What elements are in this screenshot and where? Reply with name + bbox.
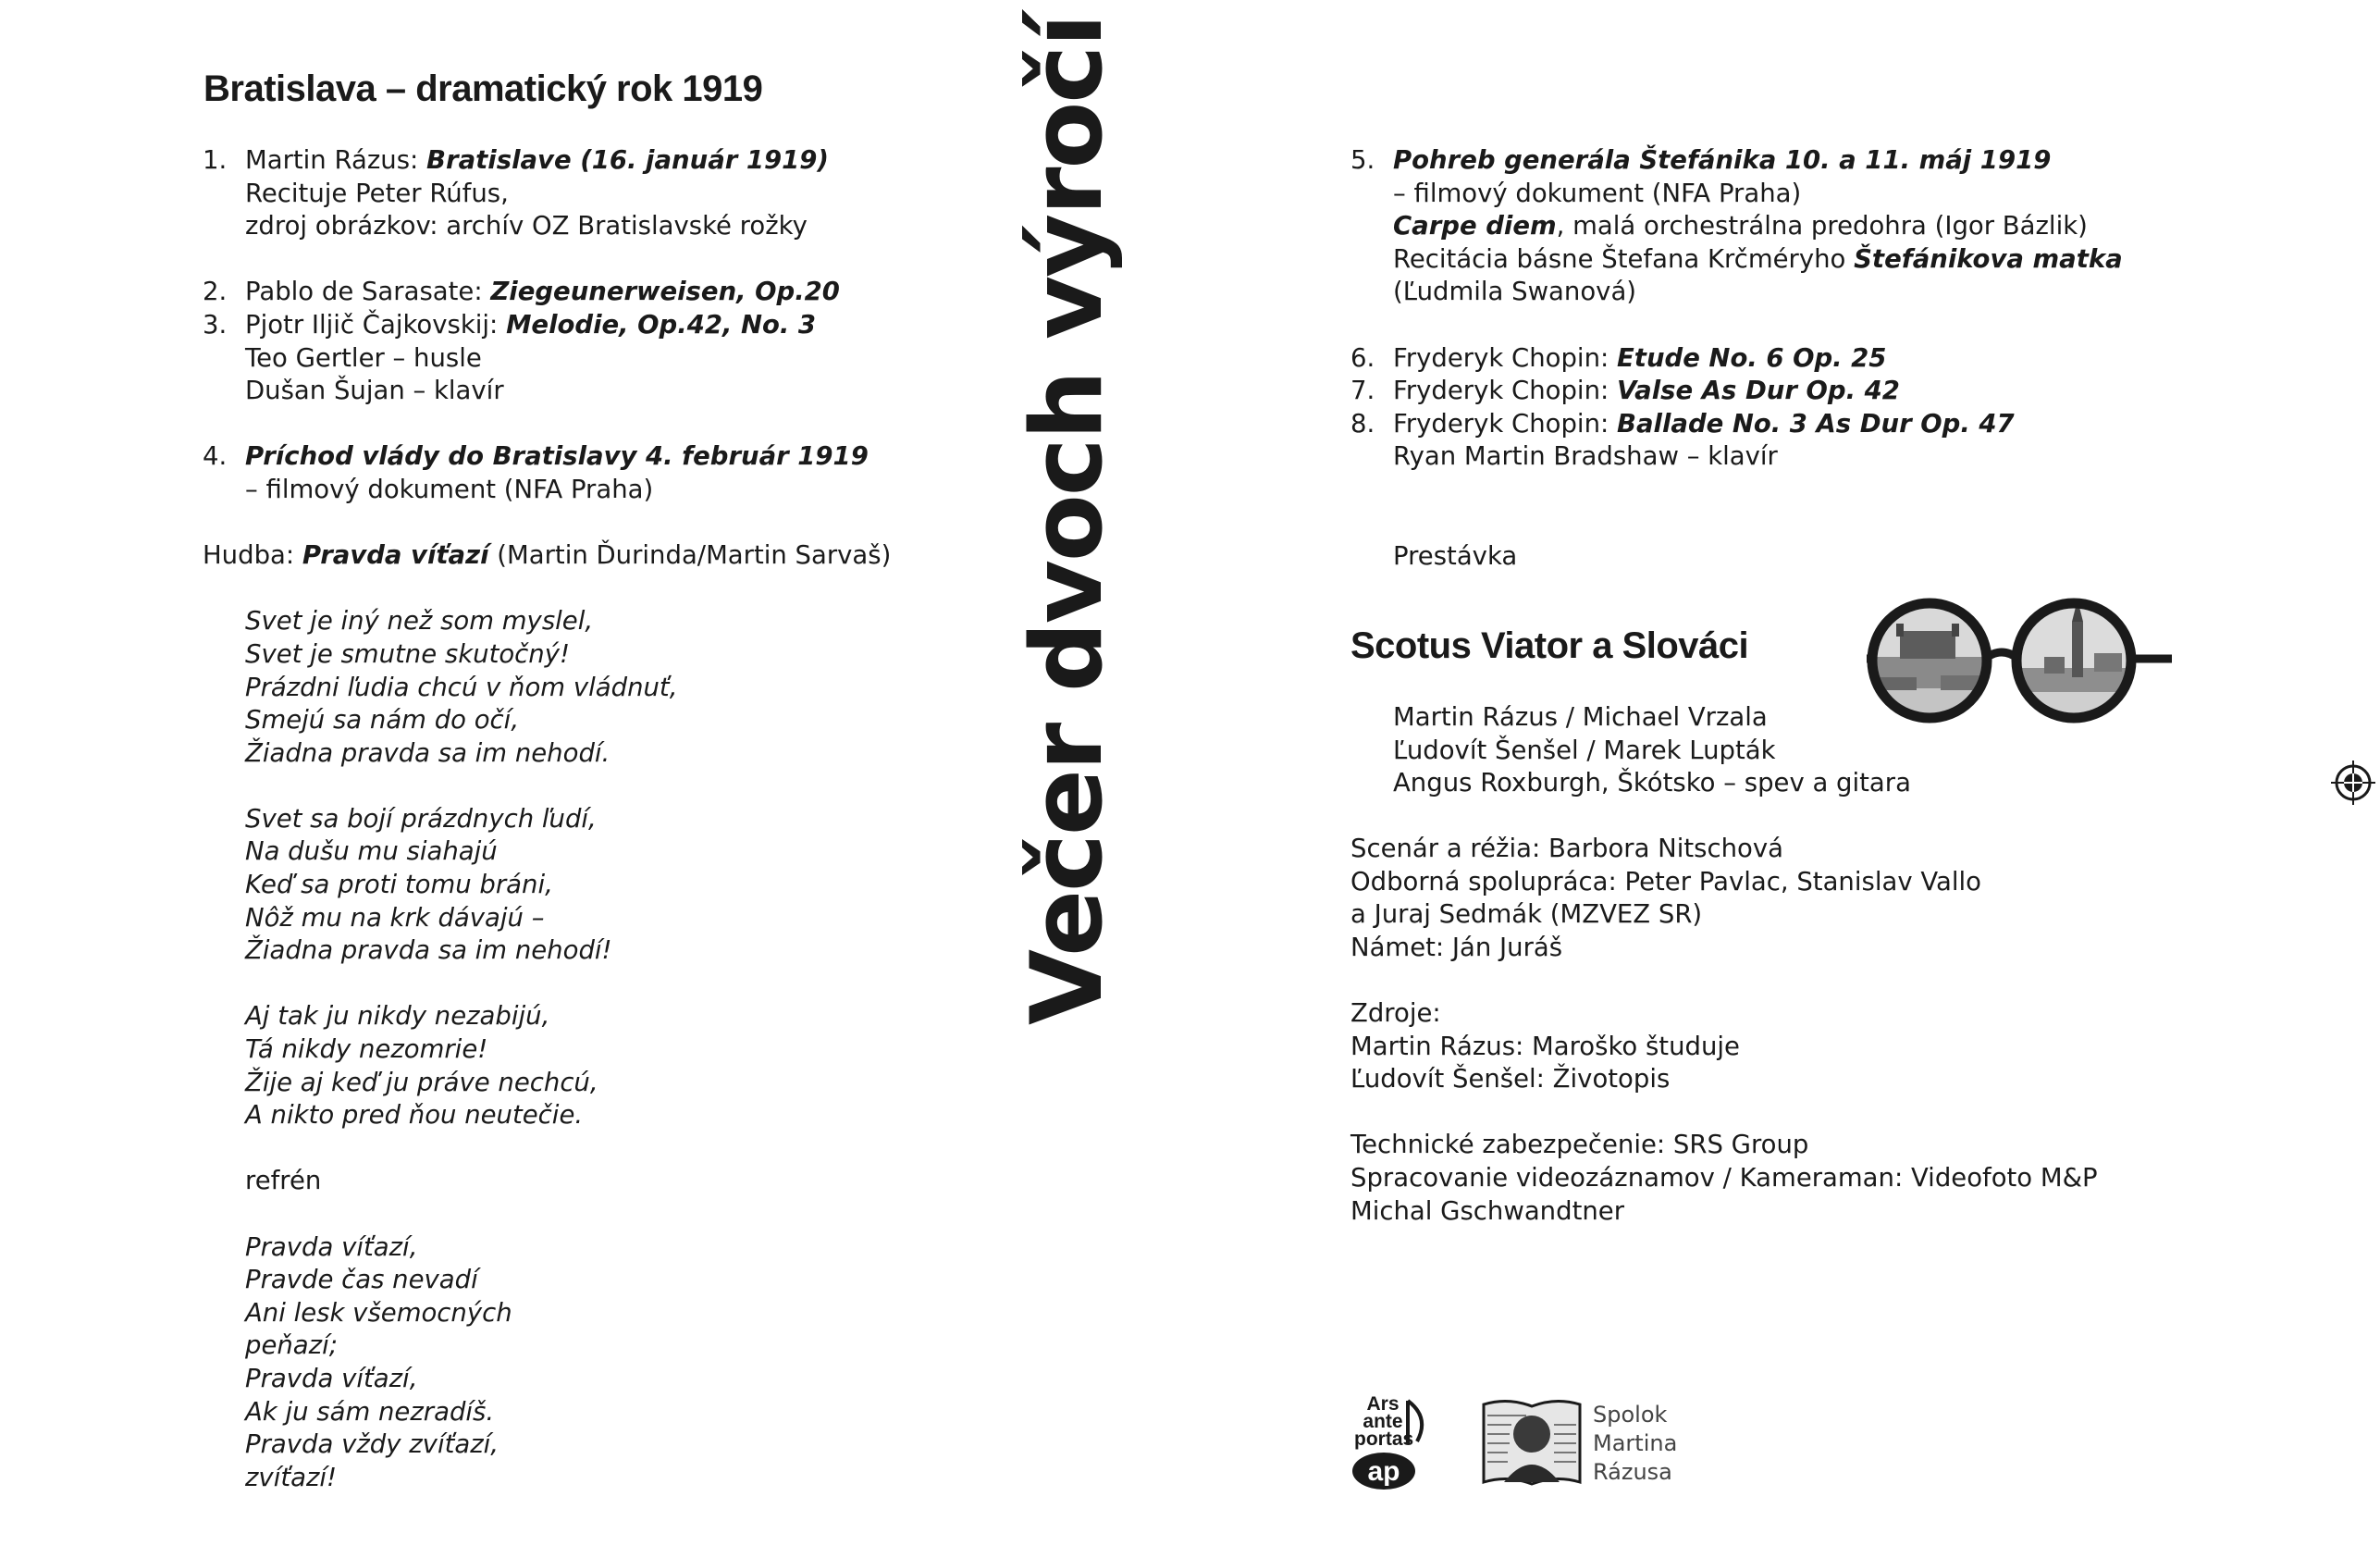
lyric-line: Smejú sa nám do očí, bbox=[245, 705, 520, 736]
credit-line: Odborná spolupráca: Peter Pavlac, Stanislav Vallo bbox=[1350, 866, 1981, 896]
item-title: Etude No. 6 Op. 25 bbox=[1617, 342, 1887, 373]
item-number: 1. bbox=[203, 145, 228, 175]
item-detail: – filmový dokument (NFA Praha) bbox=[245, 474, 654, 504]
credit-line: Námet: Ján Juráš bbox=[1350, 932, 1563, 962]
ars-ante-portas-logo bbox=[1349, 1395, 1441, 1493]
item-title: Ballade No. 3 As Dur Op. 47 bbox=[1617, 408, 2015, 439]
item-detail bbox=[1350, 210, 2183, 243]
list-item bbox=[203, 309, 1035, 342]
lyric-line: zvíťazí! bbox=[245, 1462, 338, 1492]
item-detail bbox=[1350, 243, 2183, 277]
list-item bbox=[1350, 408, 2183, 441]
item-detail: (Ľudmila Swanová) bbox=[1393, 277, 1637, 307]
sources-line: Ľudovít Šenšel: Životopis bbox=[1350, 1064, 1671, 1094]
item-author: Pjotr Iljič Čajkovskij: bbox=[245, 309, 507, 340]
lyric-line: Žiadna pravda sa im nehodí! bbox=[245, 935, 612, 966]
item-number: 2. bbox=[203, 277, 228, 307]
item-title: Pohreb generála Štefánika 10. a 11. máj 1919 bbox=[1393, 145, 2052, 175]
lyric-line: A nikto pred ňou neutečie. bbox=[245, 1100, 584, 1131]
music-authors: (Martin Ďurinda/Martin Sarvaš) bbox=[488, 540, 892, 571]
credit-line: a Juraj Sedmák (MZVEZ SR) bbox=[1350, 899, 1703, 930]
lyric-line: Keď sa proti tomu bráni, bbox=[245, 870, 553, 900]
item-title: Melodie, Op.42, No. 3 bbox=[506, 309, 817, 340]
item-detail: – filmový dokument (NFA Praha) bbox=[1393, 178, 1802, 208]
spolok-logo bbox=[1480, 1397, 1702, 1493]
performer: Ryan Martin Bradshaw – klavír bbox=[1393, 441, 1778, 472]
carpe-detail: , malá orchestrálna predohra (Igor Bázlik) bbox=[1556, 211, 2088, 241]
credits-block bbox=[1350, 833, 2098, 1228]
item-author: Pablo de Sarasate: bbox=[245, 277, 491, 307]
left-heading: Bratislava – dramatický rok 1919 bbox=[203, 68, 763, 109]
music-title: Pravda víťazí bbox=[302, 540, 489, 571]
credit-line: Scenár a réžia: Barbora Nitschová bbox=[1350, 834, 1783, 863]
lyric-line: Aj tak ju nikdy nezabijú, bbox=[245, 1001, 550, 1032]
lyric-line: Tá nikdy nezomrie! bbox=[245, 1034, 488, 1065]
lyric-line: Pravda víťazí, bbox=[245, 1231, 418, 1262]
lyric-line: Pravde čas nevadí bbox=[245, 1265, 478, 1295]
sources-line: Zdroje: bbox=[1350, 997, 1441, 1028]
item-author: Martin Rázus: bbox=[245, 145, 427, 175]
poem-title: Štefánikova matka bbox=[1854, 243, 2123, 274]
logo-word: portas bbox=[1354, 1428, 1414, 1450]
cast-line: Angus Roxburgh, Škótsko – spev a gitara bbox=[1393, 768, 1911, 798]
refrain-label: refrén bbox=[245, 1166, 322, 1196]
sources-line: Martin Rázus: Maroško študuje bbox=[1350, 1031, 1740, 1061]
list-item bbox=[1350, 144, 2183, 178]
item-number: 4. bbox=[203, 441, 228, 472]
logo-mark: ap bbox=[1367, 1456, 1400, 1487]
lyric-line: Na dušu mu siahajú bbox=[245, 836, 498, 867]
lyric-line: Žiadna pravda sa im nehodí. bbox=[245, 737, 610, 768]
tech-line: Michal Gschwandtner bbox=[1350, 1195, 1625, 1226]
logo-word: Spolok bbox=[1593, 1402, 1668, 1428]
tech-line: Technické zabezpečenie: SRS Group bbox=[1350, 1130, 1809, 1160]
cast-block bbox=[1393, 701, 1911, 800]
music-label: Hudba: bbox=[203, 540, 302, 571]
item-title: Valse As Dur Op. 42 bbox=[1617, 376, 1900, 406]
item-number: 7. bbox=[1350, 376, 1375, 406]
list-item bbox=[203, 276, 1035, 309]
lyric-line: Ani lesk všemocných bbox=[245, 1297, 512, 1328]
vertical-title: Večer dvoch výročí bbox=[1010, 15, 1124, 1025]
item-detail: Recituje Peter Rúfus, bbox=[245, 178, 509, 208]
item-title: Príchod vlády do Bratislavy 4. február 1919 bbox=[245, 441, 869, 472]
lyric-line: Svet je smutne skutočný! bbox=[245, 638, 571, 669]
lyric-line: Ak ju sám nezradíš. bbox=[245, 1396, 495, 1427]
right-heading: Scotus Viator a Slováci bbox=[1350, 625, 1749, 666]
item-detail: Teo Gertler – husle bbox=[245, 342, 482, 373]
lyric-line: Svet sa bojí prázdnych ľudí, bbox=[245, 803, 597, 834]
music-line bbox=[203, 539, 1035, 573]
cast-line: Ľudovít Šenšel / Marek Lupták bbox=[1393, 735, 1776, 765]
item-number: 5. bbox=[1350, 145, 1375, 175]
item-detail: Dušan Šujan – klavír bbox=[245, 376, 504, 406]
item-number: 6. bbox=[1350, 342, 1375, 373]
program-list-right bbox=[1350, 144, 2183, 573]
item-title: Ziegeunerweisen, Op.20 bbox=[490, 277, 840, 307]
item-author: Fryderyk Chopin: bbox=[1393, 408, 1618, 439]
item-author: Fryderyk Chopin: bbox=[1393, 376, 1618, 406]
cast-line: Martin Rázus / Michael Vrzala bbox=[1393, 702, 1768, 732]
lyric-line: Pravda víťazí, bbox=[245, 1363, 418, 1393]
registration-mark-icon bbox=[2331, 760, 2375, 805]
intermission-label: Prestávka bbox=[1393, 540, 1518, 571]
item-detail: zdroj obrázkov: archív OZ Bratislavské rožky bbox=[245, 211, 808, 241]
recitation-label: Recitácia básne Štefana Krčméryho bbox=[1393, 243, 1855, 274]
item-number: 3. bbox=[203, 309, 228, 340]
list-item bbox=[1350, 375, 2183, 408]
logo-word: Martina bbox=[1593, 1430, 1678, 1456]
carpe-title: Carpe diem bbox=[1393, 211, 1557, 241]
lyric-line: Žije aj keď ju práve nechcú, bbox=[245, 1067, 598, 1097]
item-author: Fryderyk Chopin: bbox=[1393, 342, 1618, 373]
lyric-line: Prázdni ľudia chcú v ňom vládnuť, bbox=[245, 672, 678, 702]
list-item bbox=[203, 440, 1035, 474]
item-number: 8. bbox=[1350, 408, 1375, 439]
song-lyrics bbox=[203, 605, 1035, 1494]
list-item bbox=[203, 144, 1035, 178]
lyric-line: Pravda vždy zvíťazí, bbox=[245, 1429, 499, 1460]
logo-word: Rázusa bbox=[1593, 1459, 1672, 1485]
tech-line: Spracovanie videozáznamov / Kameraman: Videofoto M&P bbox=[1350, 1162, 2098, 1193]
list-item bbox=[1350, 342, 2183, 376]
logo-word: ante bbox=[1363, 1411, 1403, 1432]
item-title: Bratislave (16. január 1919) bbox=[426, 145, 829, 175]
logo-word: Ars bbox=[1366, 1393, 1400, 1415]
lyric-line: Nôž mu na krk dávajú – bbox=[245, 902, 545, 933]
program-list-left bbox=[203, 144, 1035, 1494]
lyric-line: peňazí; bbox=[245, 1330, 338, 1361]
lyric-line: Svet je iný než som myslel, bbox=[245, 606, 594, 637]
